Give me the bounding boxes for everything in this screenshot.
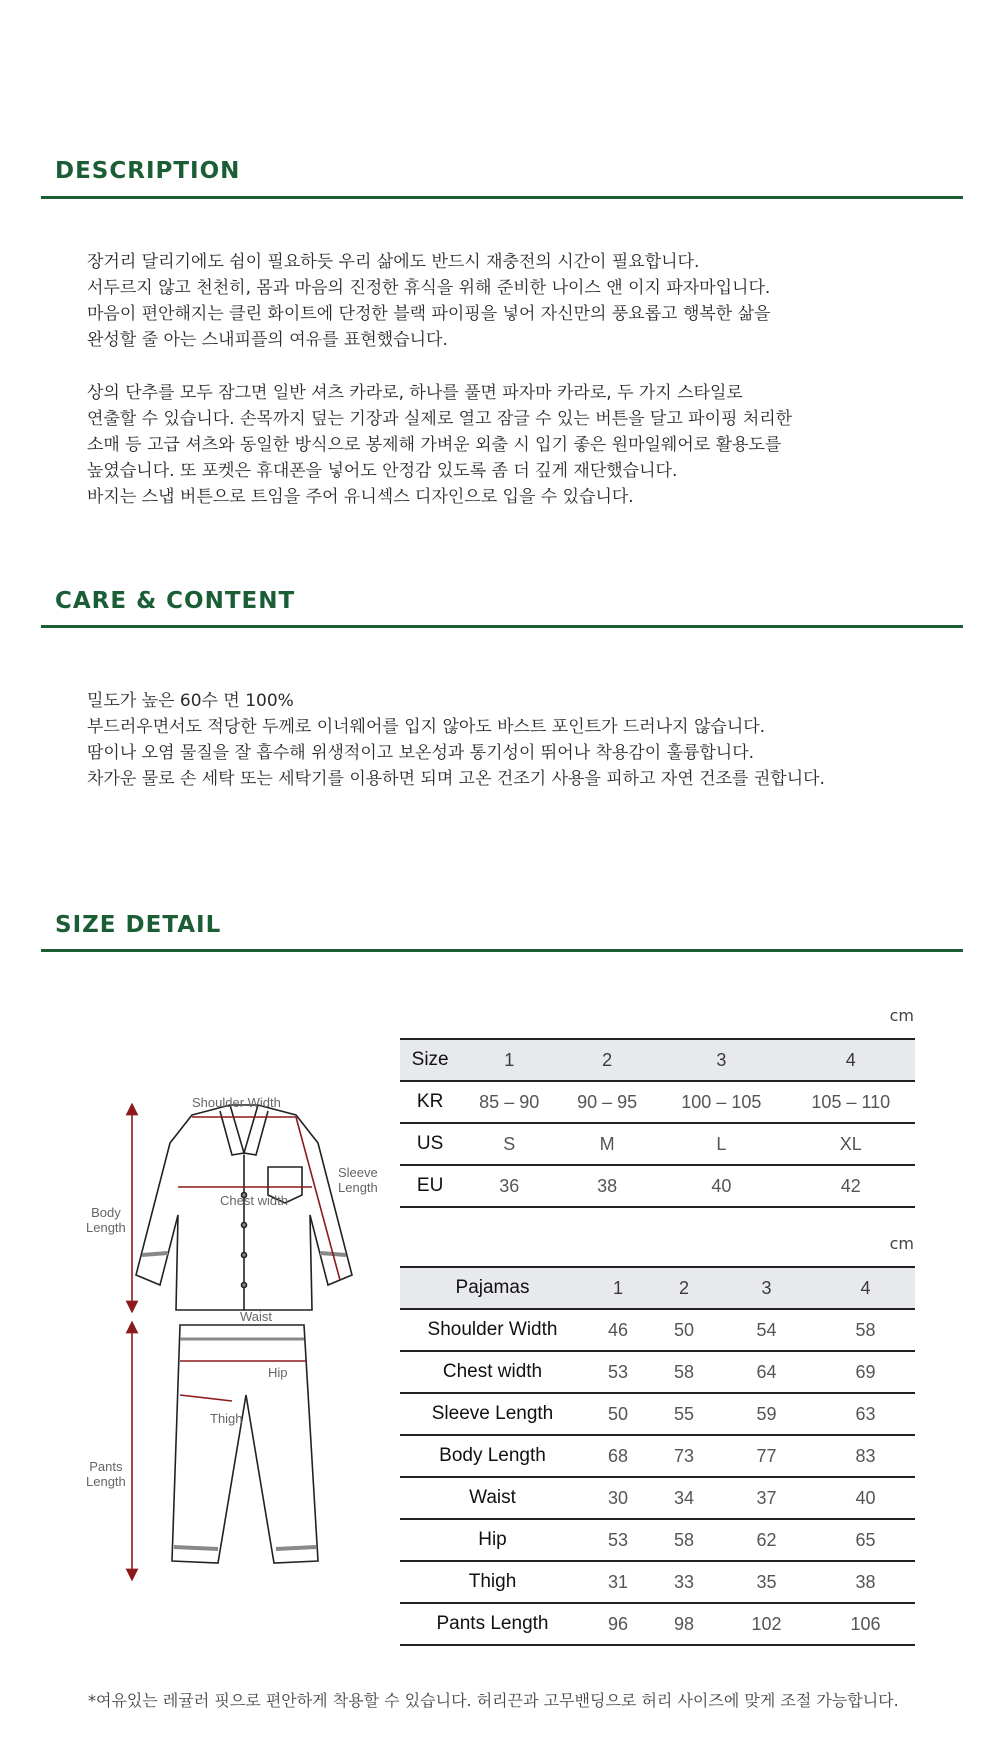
table-cell: 100 – 105 bbox=[656, 1081, 787, 1123]
measure-chart-unit: cm bbox=[889, 1234, 914, 1253]
table-cell: 37 bbox=[717, 1477, 816, 1519]
table-cell: 55 bbox=[651, 1393, 717, 1435]
table-row bbox=[400, 1165, 915, 1207]
sleeve-length-label bbox=[338, 1165, 378, 1195]
body-length-label-line: Body bbox=[91, 1205, 121, 1220]
row-label: Sleeve Length bbox=[400, 1393, 585, 1435]
thigh-label: Thigh bbox=[210, 1411, 243, 1426]
table-row bbox=[400, 1603, 915, 1645]
table-cell: 58 bbox=[651, 1519, 717, 1561]
row-label: EU bbox=[400, 1165, 460, 1207]
table-row bbox=[400, 1477, 915, 1519]
pants-length-label-line: Pants bbox=[89, 1459, 123, 1474]
table-row bbox=[400, 1519, 915, 1561]
care-title: CARE & CONTENT bbox=[55, 588, 296, 614]
table-cell: 64 bbox=[717, 1351, 816, 1393]
pajama-measurement-illustration bbox=[80, 1095, 400, 1635]
description-title: DESCRIPTION bbox=[55, 158, 241, 184]
column-header: 4 bbox=[816, 1267, 915, 1309]
column-header: 3 bbox=[656, 1039, 787, 1081]
pants-length-label-line: Length bbox=[86, 1474, 126, 1489]
table-row bbox=[400, 1351, 915, 1393]
column-header: 1 bbox=[460, 1039, 558, 1081]
row-label: Hip bbox=[400, 1519, 585, 1561]
column-header: 2 bbox=[558, 1039, 656, 1081]
table-cell: 102 bbox=[717, 1603, 816, 1645]
pants-length-label bbox=[86, 1459, 126, 1489]
table-cell: 34 bbox=[651, 1477, 717, 1519]
care-line: 부드러우면서도 적당한 두께로 이너웨어를 입지 않아도 바스트 포인트가 드러나지 않습니다. bbox=[87, 717, 766, 737]
table-cell: 83 bbox=[816, 1435, 915, 1477]
description-line: 바지는 스냅 버튼으로 트임을 주어 유니섹스 디자인으로 입을 수 있습니다. bbox=[87, 487, 634, 507]
table-cell: 106 bbox=[816, 1603, 915, 1645]
table-cell: 77 bbox=[717, 1435, 816, 1477]
table-cell: L bbox=[656, 1123, 787, 1165]
table-cell: 62 bbox=[717, 1519, 816, 1561]
table-cell: 68 bbox=[585, 1435, 651, 1477]
table-row bbox=[400, 1309, 915, 1351]
table-cell: 38 bbox=[558, 1165, 656, 1207]
size-detail-divider bbox=[41, 949, 963, 952]
row-label: KR bbox=[400, 1081, 460, 1123]
measurement-table bbox=[400, 1266, 915, 1646]
table-cell: XL bbox=[787, 1123, 915, 1165]
description-line: 상의 단추를 모두 잠그면 일반 셔츠 카라로, 하나를 풀면 파자마 카라로, 두 가지 스타일로 bbox=[87, 383, 743, 403]
size-detail-title: SIZE DETAIL bbox=[55, 912, 222, 938]
table-cell: 54 bbox=[717, 1309, 816, 1351]
table-cell: 96 bbox=[585, 1603, 651, 1645]
table-cell: 50 bbox=[585, 1393, 651, 1435]
body-length-label-line: Length bbox=[86, 1220, 126, 1235]
description-line: 연출할 수 있습니다. 손목까지 덮는 기장과 실제로 열고 잠글 수 있는 버튼을 달고 파이핑 처리한 bbox=[87, 409, 793, 429]
row-label: Body Length bbox=[400, 1435, 585, 1477]
care-divider bbox=[41, 625, 963, 628]
table-header-row bbox=[400, 1267, 915, 1309]
shoulder-width-label: Shoulder Width bbox=[192, 1095, 281, 1110]
care-line: 밀도가 높은 60수 면 100% bbox=[87, 691, 294, 711]
table-row bbox=[400, 1081, 915, 1123]
care-line: 차가운 물로 손 세탁 또는 세탁기를 이용하면 되며 고온 건조기 사용을 피하고 자연 건조를 권합니다. bbox=[87, 769, 825, 789]
size-chart-unit: cm bbox=[889, 1006, 914, 1025]
row-label: Chest width bbox=[400, 1351, 585, 1393]
hip-label: Hip bbox=[268, 1365, 288, 1380]
table-cell: 53 bbox=[585, 1519, 651, 1561]
description-line: 소매 등 고급 셔츠와 동일한 방식으로 봉제해 가벼운 외출 시 입기 좋은 원마일웨어로 활용도를 bbox=[87, 435, 782, 455]
table-cell: 40 bbox=[816, 1477, 915, 1519]
table-cell: 73 bbox=[651, 1435, 717, 1477]
table-cell: S bbox=[460, 1123, 558, 1165]
description-line: 높였습니다. 또 포켓은 휴대폰을 넣어도 안정감 있도록 좀 더 깊게 재단했습니다. bbox=[87, 461, 678, 481]
table-cell: 69 bbox=[816, 1351, 915, 1393]
table-cell: 65 bbox=[816, 1519, 915, 1561]
table-cell: 33 bbox=[651, 1561, 717, 1603]
table-cell: 85 – 90 bbox=[460, 1081, 558, 1123]
table-cell: 42 bbox=[787, 1165, 915, 1207]
table-cell: 53 bbox=[585, 1351, 651, 1393]
description-paragraph-1 bbox=[87, 249, 967, 353]
column-header: 2 bbox=[651, 1267, 717, 1309]
table-cell: 105 – 110 bbox=[787, 1081, 915, 1123]
table-cell: 59 bbox=[717, 1393, 816, 1435]
table-cell: 58 bbox=[651, 1351, 717, 1393]
table-cell: 90 – 95 bbox=[558, 1081, 656, 1123]
description-divider bbox=[41, 196, 963, 199]
size-conversion-table bbox=[400, 1038, 915, 1208]
table-cell: 46 bbox=[585, 1309, 651, 1351]
table-header-row bbox=[400, 1039, 915, 1081]
table-row bbox=[400, 1561, 915, 1603]
description-line: 마음이 편안해지는 클린 화이트에 단정한 블랙 파이핑을 넣어 자신만의 풍요롭고 행복한 삶을 bbox=[87, 304, 771, 324]
table-cell: M bbox=[558, 1123, 656, 1165]
table-cell: 35 bbox=[717, 1561, 816, 1603]
row-label: Thigh bbox=[400, 1561, 585, 1603]
care-line: 땀이나 오염 물질을 잘 흡수해 위생적이고 보온성과 통기성이 뛰어나 착용감이 훌륭합니다. bbox=[87, 743, 755, 763]
table-cell: 98 bbox=[651, 1603, 717, 1645]
description-paragraph-2 bbox=[87, 380, 967, 510]
chest-width-label: Chest width bbox=[220, 1193, 288, 1208]
column-header: 4 bbox=[787, 1039, 915, 1081]
row-label: Pants Length bbox=[400, 1603, 585, 1645]
row-label: Shoulder Width bbox=[400, 1309, 585, 1351]
column-header: Size bbox=[400, 1039, 460, 1081]
description-line: 서두르지 않고 천천히, 몸과 마음의 진정한 휴식을 위해 준비한 나이스 앤 이지 파자마입니다. bbox=[87, 278, 771, 298]
body-length-label bbox=[86, 1205, 126, 1235]
table-row bbox=[400, 1393, 915, 1435]
table-cell: 38 bbox=[816, 1561, 915, 1603]
row-label: Waist bbox=[400, 1477, 585, 1519]
column-header: 3 bbox=[717, 1267, 816, 1309]
sleeve-length-label-line: Length bbox=[338, 1180, 378, 1195]
table-cell: 40 bbox=[656, 1165, 787, 1207]
table-row bbox=[400, 1435, 915, 1477]
column-header: 1 bbox=[585, 1267, 651, 1309]
table-cell: 36 bbox=[460, 1165, 558, 1207]
description-line: 완성할 줄 아는 스내피플의 여유를 표현했습니다. bbox=[87, 330, 448, 350]
table-cell: 31 bbox=[585, 1561, 651, 1603]
care-paragraph bbox=[87, 688, 967, 792]
description-line: 장거리 달리기에도 쉼이 필요하듯 우리 삶에도 반드시 재충전의 시간이 필요합니다. bbox=[87, 252, 700, 272]
sleeve-length-label-line: Sleeve bbox=[338, 1165, 378, 1180]
column-header: Pajamas bbox=[400, 1267, 585, 1309]
table-cell: 50 bbox=[651, 1309, 717, 1351]
table-row bbox=[400, 1123, 915, 1165]
table-cell: 30 bbox=[585, 1477, 651, 1519]
fit-footnote: *여유있는 레귤러 핏으로 편안하게 착용할 수 있습니다. 허리끈과 고무밴딩으로 허리 사이즈에 맞게 조절 가능합니다. bbox=[88, 1691, 899, 1710]
table-cell: 58 bbox=[816, 1309, 915, 1351]
waist-label: Waist bbox=[240, 1309, 273, 1324]
table-cell: 63 bbox=[816, 1393, 915, 1435]
row-label: US bbox=[400, 1123, 460, 1165]
